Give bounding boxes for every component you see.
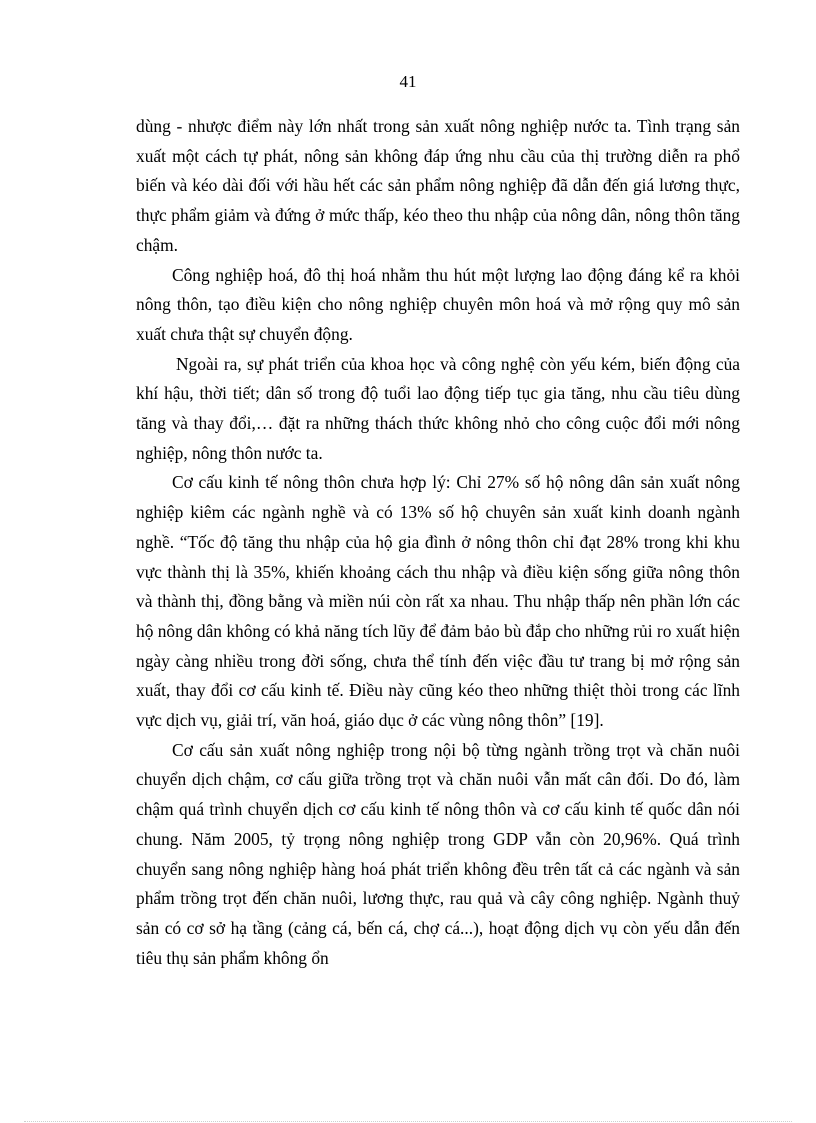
paragraph-rural-economic-structure: Cơ cấu kinh tế nông thôn chưa hợp lý: Chỉ 27% số hộ nông dân sản xuất nông nghiệp kiêm các ngành nghề và có 13% số hộ chuyên sản xuất kinh doanh ngành nghề. “Tốc độ tăng thu nhập của hộ gia đình ở nông thôn chỉ đạt 28% trong khi khu vực thành thị là 35%, khiến khoảng cách thu nhập và điều kiện sống giữa nông thôn và thành thị, đồng bằng và miền núi còn rất xa nhau. Thu nhập thấp nên phần lớn các hộ nông dân không có khả năng tích lũy để đảm bảo bù đắp cho những rủi ro xuất hiện ngày càng nhiều trong đời sống, chưa thể tính đến việc đầu tư trang bị mở rộng sản xuất, thay đổi cơ cấu kinh tế. Điều này cũng kéo theo những thiệt thòi trong các lĩnh vực dịch vụ, giải trí, văn hoá, giáo dục ở các vùng nông thôn” [19]. — [136, 472, 740, 731]
paragraph-industrialization: Công nghiệp hoá, đô thị hoá nhằm thu hút một lượng lao động đáng kể ra khỏi nông thôn, tạo điều kiện cho nông nghiệp chuyên môn hoá và mở rộng quy mô sản xuất chưa thật sự chuyển động. — [136, 264, 740, 344]
paragraph-continuation: dùng - nhược điểm này lớn nhất trong sản xuất nông nghiệp nước ta. Tình trạng sản xuất một cách tự phát, nông sản không đáp ứng nhu cầu của thị trường diễn ra phổ biến và kéo dài đối với hầu hết các sản phẩm nông nghiệp đã dẫn đến giá lương thực, thực phẩm giảm và đứng ở mức thấp, kéo theo thu nhập của nông dân, nông thôn tăng chậm. — [136, 116, 740, 255]
paragraph-science-technology: Ngoài ra, sự phát triển của khoa học và công nghệ còn yếu kém, biến động của khí hậu, thời tiết; dân số trong độ tuổi lao động tiếp tục gia tăng, nhu cầu tiêu dùng tăng và thay đổi,… đặt ra những thách thức không nhỏ cho công cuộc đổi mới nông nghiệp, nông thôn nước ta. — [136, 353, 740, 463]
page-bottom-divider — [24, 1121, 792, 1122]
paragraph-agricultural-production-structure: Cơ cấu sản xuất nông nghiệp trong nội bộ từng ngành trồng trọt và chăn nuôi chuyển dịch chậm, cơ cấu giữa trồng trọt và chăn nuôi vẫn mất cân đối. Do đó, làm chậm quá trình chuyển dịch cơ cấu kinh tế nông thôn và cơ cấu kinh tế quốc dân nói chung. Năm 2005, tỷ trọng nông nghiệp trong GDP vẫn còn 20,96%. Quá trình chuyển sang nông nghiệp hàng hoá phát triển không đều trên tất cả các ngành và sản phẩm trồng trọt đến chăn nuôi, lương thực, rau quả và cây công nghiệp. Ngành thuỷ sản có cơ sở hạ tầng (cảng cá, bến cá, chợ cá...), hoạt động dịch vụ còn yếu dẫn đến tiêu thụ sản phẩm không ổn — [136, 739, 740, 968]
body-text — [136, 112, 740, 973]
page-number: 41 — [399, 72, 417, 91]
